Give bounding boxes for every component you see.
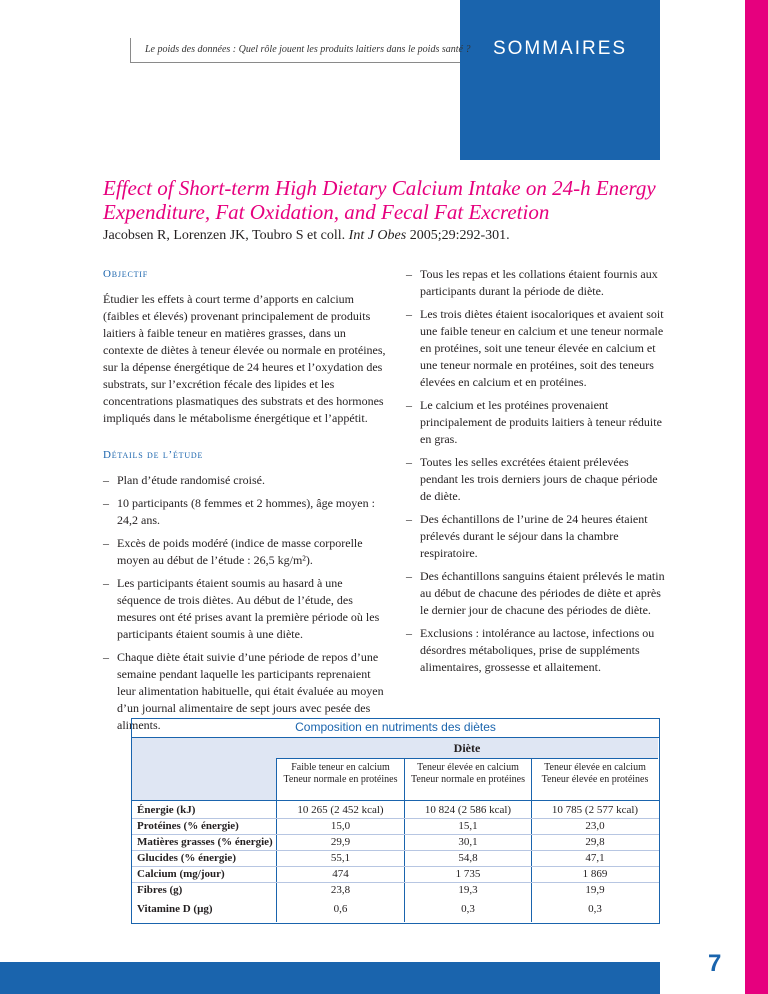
table-title-rule	[131, 737, 660, 738]
list-item: – 10 participants (8 femmes et 2 hommes), âge moyen : 24,2 ans.	[103, 495, 388, 529]
table-cell: 474	[332, 868, 349, 880]
table-row-label: Calcium (mg/jour)	[137, 868, 225, 880]
column-header-line: Teneur élevée en protéines	[541, 774, 649, 785]
right-column	[406, 266, 668, 682]
header-rule-horizontal	[130, 62, 460, 63]
table-cell: 1 869	[582, 868, 608, 880]
table-column-header	[277, 762, 404, 786]
section-color-block	[460, 0, 660, 160]
article-citation	[103, 228, 703, 244]
page-number: 7	[708, 950, 722, 977]
table-cell: 0,6	[333, 903, 348, 915]
column-header-line: Teneur normale en protéines	[283, 774, 398, 785]
list-item: – Toutes les selles excrétées étaient prélevées pendant les trois derniers jours de chaque période de diète.	[406, 454, 668, 505]
article-title: Effect of Short-term High Dietary Calcium Intake on 24-h Energy Expenditure, Fat Oxidation, and Fecal Fat Excretion	[103, 176, 656, 224]
table-title: Composition en nutriments des diètes	[295, 720, 496, 734]
table-cell: 55,1	[330, 852, 351, 864]
table-row-label: Vitamine D (µg)	[137, 903, 213, 915]
table-row-label: Protéines (% énergie)	[137, 820, 239, 832]
table-cell: 0,3	[461, 903, 475, 915]
table-cell: 30,1	[458, 836, 478, 848]
list-item: – Tous les repas et les collations étaient fournis aux participants durant la période de diète.	[406, 266, 668, 300]
list-item: – Les participants étaient soumis au hasard à une séquence de trois diètes. Au début de l’étude, des mesures ont été prises avant la première période où les participants étaient soumis à une diète.	[103, 575, 388, 643]
table-cell: 10 785 (2 577 kcal)	[551, 804, 639, 816]
citation-journal: Int J Obes	[348, 228, 407, 243]
table-label-header-bg	[132, 738, 276, 800]
left-column	[103, 266, 388, 740]
list-item: – Des échantillons sanguins étaient prélevés le matin au début de chacune des périodes de diète et après le dernier jour de chacune des périodes de diète.	[406, 568, 668, 619]
table-row-label: Fibres (g)	[137, 884, 183, 896]
row-divider	[132, 850, 659, 851]
footer-bar	[0, 962, 660, 994]
row-divider	[132, 834, 659, 835]
table-cell: 10 265 (2 452 kcal)	[297, 804, 384, 816]
table-cell: 0,3	[588, 903, 602, 915]
details-list-continued	[406, 266, 668, 676]
table-cell: 23,8	[330, 884, 351, 896]
column-header-line: Faible teneur en calcium	[291, 762, 390, 773]
objectif-heading: Objectif	[103, 268, 149, 280]
column-header-line: Teneur normale en protéines	[411, 774, 525, 785]
table-column-header	[405, 762, 531, 786]
column-header-line: Teneur élevée en calcium	[544, 762, 646, 773]
citation-authors: Jacobsen R, Lorenzen JK, Toubro S et coll.	[103, 228, 346, 243]
table-cell: 19,3	[458, 884, 478, 896]
table-cell: 23,0	[585, 820, 605, 832]
table-cell: 15,0	[330, 820, 351, 832]
table-cell: 19,9	[585, 884, 605, 896]
list-item: – Des échantillons de l’urine de 24 heures étaient prélevés durant le séjour dans la chambre respiratoire.	[406, 511, 668, 562]
list-item: – Excès de poids modéré (indice de masse corporelle moyen au début de l’étude : 26,5 kg/m²).	[103, 535, 388, 569]
table-row-label: Énergie (kJ)	[137, 804, 196, 816]
table-cell: 47,1	[585, 852, 605, 864]
section-label: SOMMAIRES	[492, 38, 628, 59]
details-heading: Détails de l’étude	[103, 449, 204, 461]
table-group-header: Diète	[453, 741, 481, 755]
table-cell: 29,8	[585, 836, 605, 848]
citation-ref: 2005;29:292-301.	[409, 228, 510, 243]
row-divider	[132, 800, 659, 801]
table-row-label: Matières grasses (% énergie)	[137, 836, 273, 848]
running-head: Le poids des données : Quel rôle jouent les produits laitiers dans le poids santé ?	[145, 44, 471, 55]
list-item: – Chaque diète était suivie d’une période de repos d’une semaine pendant laquelle les participants reprenaient leur alimentation habituelle, qui était évaluée au moyen d’un journal alimentaire de sept jours avec pesée des aliments.	[103, 649, 388, 734]
row-divider	[132, 866, 659, 867]
table-cell: 29,9	[330, 836, 351, 848]
table-cell: 54,8	[458, 852, 478, 864]
table-row-label: Glucides (% énergie)	[137, 852, 236, 864]
row-divider	[132, 818, 659, 819]
list-item: – Plan d’étude randomisé croisé.	[103, 472, 388, 489]
list-item: – Le calcium et les protéines provenaient principalement de produits laitiers à teneur réduite en gras.	[406, 397, 668, 448]
table-column-header	[532, 762, 658, 786]
column-header-line: Teneur élevée en calcium	[417, 762, 519, 773]
row-divider	[132, 882, 659, 883]
objectif-text: Étudier les effets à court terme d’apports en calcium (faibles et élevés) provenant principalement de produits laitiers à faible teneur en matières grasses, dans un contexte de diètes à teneur élevée ou normale en protéines, sur la dépense énergétique de 24 heures et l’oxydation des substrats, sur l’excrétion fécale des lipides et les concentrations plasmatiques des substrats et des hormones impliqués dans le métabolisme énergétique et l’appétit.	[103, 292, 386, 425]
magenta-side-strip	[745, 0, 768, 994]
header-rule-vertical	[130, 38, 131, 63]
details-list	[103, 472, 388, 734]
table-cell: 10 824 (2 586 kcal)	[424, 804, 512, 816]
table-cell: 15,1	[458, 820, 478, 832]
list-item: – Exclusions : intolérance au lactose, infections ou désordres métaboliques, prise de suppléments alimentaires, grossesse et allaitement.	[406, 625, 668, 676]
table-cell: 1 735	[455, 868, 481, 880]
list-item: – Les trois diètes étaient isocaloriques et avaient soit une faible teneur en calcium et une teneur normale en protéines, soit une teneur élevée en calcium et une teneur normale en protéines, soit des teneurs élevées en calcium et en protéines.	[406, 306, 668, 391]
